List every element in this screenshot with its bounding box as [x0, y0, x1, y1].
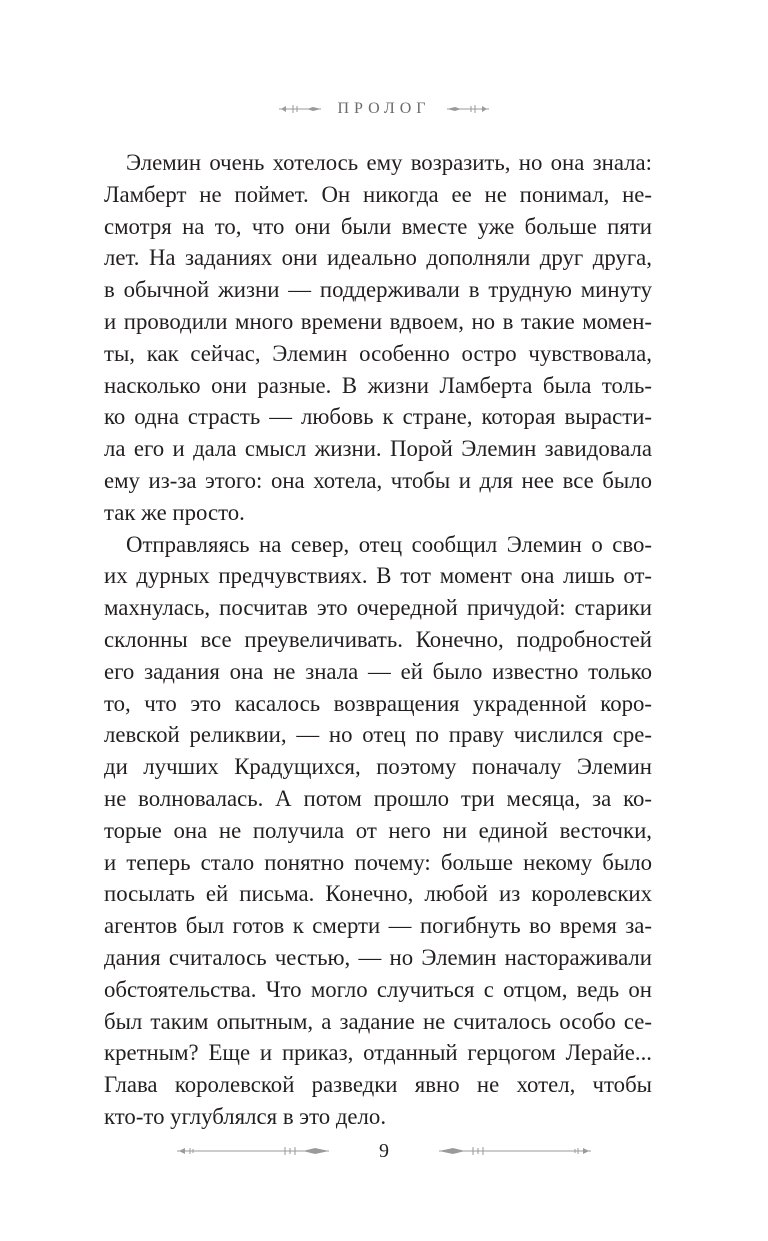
text-line: смотря на то, что они были вместе уже больше пяти — [104, 213, 652, 239]
text-line: то, что это касалось возвращения украденной коро- — [104, 690, 652, 716]
text-line: Элемин очень хотелось ему возразить, но она знала: — [126, 150, 652, 175]
page-number: 9 — [379, 1139, 389, 1162]
text-line: склонны все преувеличивать. Конечно, подробностей — [104, 626, 652, 652]
running-head — [0, 94, 768, 124]
text-line: в обычной жизни — поддерживали в трудную минуту — [104, 277, 652, 303]
text-line: и проводили много времени вдвоем, но в такие момен- — [104, 308, 652, 334]
text-line: посылать ей письма. Конечно, любой из королевских — [104, 881, 652, 907]
text-line: махнулась, посчитав это очередной причудой: старики — [104, 595, 652, 621]
left-flourish-icon — [277, 103, 323, 115]
footer-left-flourish-icon — [175, 1144, 331, 1158]
text-line: ему из-за этого: она хотела, чтобы и для нее все было — [104, 467, 652, 493]
text-line: был таким опытным, а задание не считалось особо се- — [104, 1008, 652, 1034]
text-line: Отправляясь на север, отец сообщил Элемин о сво- — [126, 531, 652, 557]
text-line: ла его и дала смысл жизни. Порой Элемин завидовала — [104, 436, 652, 462]
text-line: их дурных предчувствиях. В тот момент она лишь от- — [104, 563, 652, 589]
right-flourish-icon — [445, 103, 491, 115]
text-line: левской реликвии, — но отец по праву числился сре- — [104, 722, 652, 748]
text-line: и теперь стало понятно почему: больше некому было — [104, 849, 652, 875]
paragraph — [104, 529, 652, 1133]
text-line: ко одна страсть — любовь к стране, которая вырасти- — [104, 404, 652, 430]
text-line: ди лучших Крадущихся, поэтому поначалу Элемин — [104, 754, 652, 780]
footer-right-flourish-icon — [437, 1144, 593, 1158]
text-line: Ламберт не поймет. Он никогда ее не понимал, не- — [104, 181, 652, 207]
text-line: Глава королевской разведки явно не хотел, чтобы — [104, 1072, 652, 1098]
text-line: его задания она не знала — ей было известно только — [104, 658, 652, 684]
text-line: насколько они разные. В жизни Ламберта была толь- — [104, 372, 652, 398]
page-footer — [0, 1136, 768, 1166]
text-line: кретным? Еще и приказ, отданный герцогом Лерайе... — [104, 1040, 652, 1066]
text-line: обстоятельства. Что могло случиться с отцом, ведь он — [104, 976, 652, 1002]
text-line: ты, как сейчас, Элемин особенно остро чувствовала, — [104, 340, 652, 366]
text-line: дания считалось честью, — но Элемин настораживали — [104, 944, 652, 970]
text-line: не волновалась. А потом прошло три месяца, за ко- — [104, 785, 652, 811]
running-head-title: ПРОЛОГ — [337, 100, 431, 117]
paragraph — [104, 147, 652, 529]
text-line: торые она не получила от него ни единой весточки, — [104, 817, 652, 843]
body-text — [104, 147, 652, 1133]
text-line: лет. На заданиях они идеально дополняли друг друга, — [104, 245, 652, 271]
text-line: кто-то углублялся в это дело. — [104, 1103, 387, 1129]
text-line: так же просто. — [104, 499, 245, 525]
text-line: агентов был готов к смерти — погибнуть во время за- — [104, 913, 652, 939]
